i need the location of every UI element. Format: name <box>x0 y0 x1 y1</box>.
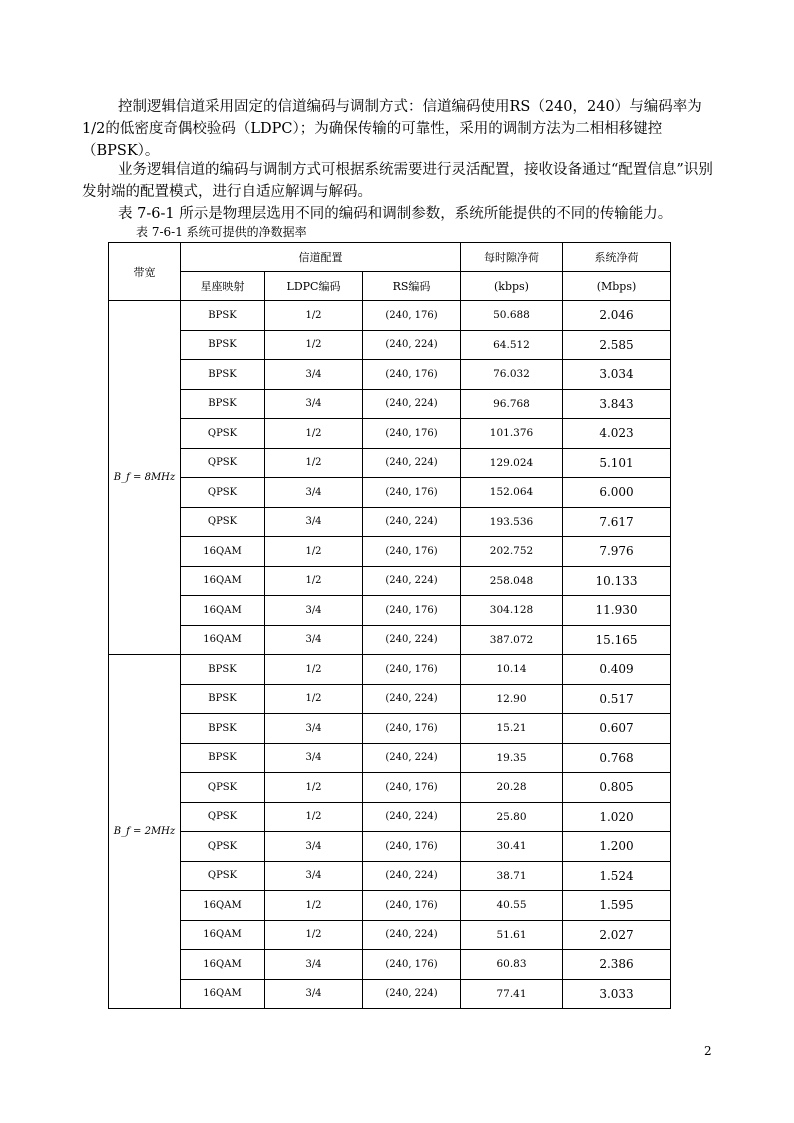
constellation-cell: 16QAM <box>181 891 265 921</box>
payload-cell: 60.83 <box>461 950 563 980</box>
payload-cell: 304.128 <box>461 596 563 626</box>
net-payload-cell: 2.046 <box>563 301 671 331</box>
ldpc-cell: 3/4 <box>265 507 363 537</box>
header-net-payload-unit: (Mbps) <box>563 272 671 301</box>
ldpc-cell: 3/4 <box>265 743 363 773</box>
net-payload-cell: 10.133 <box>563 566 671 596</box>
ldpc-cell: 1/2 <box>265 655 363 685</box>
header-payload-unit: (kbps) <box>461 272 563 301</box>
table-row <box>109 537 671 567</box>
constellation-cell: 16QAM <box>181 625 265 655</box>
rs-cell: (240, 176) <box>363 832 461 862</box>
table-row <box>109 389 671 419</box>
constellation-cell: QPSK <box>181 419 265 449</box>
header-rs: RS编码 <box>363 272 461 301</box>
payload-cell: 19.35 <box>461 743 563 773</box>
payload-cell: 38.71 <box>461 861 563 891</box>
rs-cell: (240, 176) <box>363 891 461 921</box>
payload-cell: 77.41 <box>461 979 563 1009</box>
payload-cell: 10.14 <box>461 655 563 685</box>
header-constellation: 星座映射 <box>181 272 265 301</box>
constellation-cell: BPSK <box>181 655 265 685</box>
table-row <box>109 920 671 950</box>
rs-cell: (240, 176) <box>363 714 461 744</box>
paragraph-table-intro <box>82 203 722 225</box>
page-number: 2 <box>704 1044 712 1058</box>
constellation-cell: 16QAM <box>181 979 265 1009</box>
ldpc-cell: 3/4 <box>265 389 363 419</box>
rs-cell: (240, 176) <box>363 360 461 390</box>
net-payload-cell: 3.843 <box>563 389 671 419</box>
constellation-cell: 16QAM <box>181 537 265 567</box>
net-payload-cell: 1.524 <box>563 861 671 891</box>
ldpc-cell: 1/2 <box>265 448 363 478</box>
rs-cell: (240, 224) <box>363 566 461 596</box>
table-caption: 表 7-6-1 系统可提供的净数据率 <box>136 225 307 239</box>
ldpc-cell: 3/4 <box>265 861 363 891</box>
payload-cell: 76.032 <box>461 360 563 390</box>
net-payload-cell: 3.033 <box>563 979 671 1009</box>
payload-cell: 193.536 <box>461 507 563 537</box>
net-payload-cell: 11.930 <box>563 596 671 626</box>
constellation-cell: QPSK <box>181 448 265 478</box>
constellation-cell: BPSK <box>181 330 265 360</box>
net-payload-cell: 2.027 <box>563 920 671 950</box>
net-payload-cell: 4.023 <box>563 419 671 449</box>
net-payload-cell: 0.768 <box>563 743 671 773</box>
rs-cell: (240, 176) <box>363 655 461 685</box>
rs-cell: (240, 176) <box>363 537 461 567</box>
net-payload-cell: 1.020 <box>563 802 671 832</box>
net-payload-cell: 0.517 <box>563 684 671 714</box>
rs-cell: (240, 176) <box>363 596 461 626</box>
paragraph-text: 控制逻辑信道采用固定的信道编码与调制方式：信道编码使用RS（240，240）与编码率为1/2的低密度奇偶校验码（LDPC）；为确保传输的可靠性，采用的调制方法为二相相移键控（BPSK）。 <box>82 99 702 159</box>
constellation-cell: QPSK <box>181 832 265 862</box>
payload-cell: 20.28 <box>461 773 563 803</box>
table-row <box>109 330 671 360</box>
table-row <box>109 802 671 832</box>
constellation-cell: BPSK <box>181 301 265 331</box>
constellation-cell: BPSK <box>181 684 265 714</box>
table-row <box>109 625 671 655</box>
net-payload-cell: 7.617 <box>563 507 671 537</box>
net-payload-cell: 15.165 <box>563 625 671 655</box>
table-row <box>109 419 671 449</box>
constellation-cell: 16QAM <box>181 596 265 626</box>
rs-cell: (240, 176) <box>363 950 461 980</box>
payload-cell: 387.072 <box>461 625 563 655</box>
ldpc-cell: 3/4 <box>265 360 363 390</box>
paragraph-text: 表 7-6-1 所示是物理层选用不同的编码和调制参数，系统所能提供的不同的传输能力。 <box>118 206 673 222</box>
ldpc-cell: 1/2 <box>265 773 363 803</box>
payload-cell: 129.024 <box>461 448 563 478</box>
rs-cell: (240, 176) <box>363 301 461 331</box>
net-payload-cell: 1.200 <box>563 832 671 862</box>
table-row <box>109 301 671 331</box>
paragraph-text: 业务逻辑信道的编码与调制方式可根据系统需要进行灵活配置，接收设备通过“配置信息”识别发射端的配置模式，进行自适应解调与解码。 <box>82 162 713 200</box>
ldpc-cell: 1/2 <box>265 537 363 567</box>
payload-cell: 50.688 <box>461 301 563 331</box>
ldpc-cell: 3/4 <box>265 950 363 980</box>
ldpc-cell: 3/4 <box>265 714 363 744</box>
table-row <box>109 684 671 714</box>
constellation-cell: QPSK <box>181 478 265 508</box>
ldpc-cell: 3/4 <box>265 979 363 1009</box>
net-payload-cell: 7.976 <box>563 537 671 567</box>
constellation-cell: BPSK <box>181 714 265 744</box>
rs-cell: (240, 224) <box>363 802 461 832</box>
ldpc-cell: 1/2 <box>265 330 363 360</box>
rs-cell: (240, 224) <box>363 920 461 950</box>
table-row <box>109 360 671 390</box>
ldpc-cell: 1/2 <box>265 566 363 596</box>
payload-cell: 12.90 <box>461 684 563 714</box>
table-row <box>109 861 671 891</box>
header-channel-config: 信道配置 <box>181 243 461 272</box>
header-net-payload: 系统净荷 <box>563 243 671 272</box>
constellation-cell: 16QAM <box>181 950 265 980</box>
payload-cell: 15.21 <box>461 714 563 744</box>
net-payload-cell: 2.386 <box>563 950 671 980</box>
net-payload-cell: 5.101 <box>563 448 671 478</box>
payload-cell: 258.048 <box>461 566 563 596</box>
net-payload-cell: 0.607 <box>563 714 671 744</box>
net-payload-cell: 0.805 <box>563 773 671 803</box>
table-row <box>109 596 671 626</box>
bandwidth-cell: B_f = 2MHz <box>109 655 181 1009</box>
net-payload-cell: 6.000 <box>563 478 671 508</box>
ldpc-cell: 3/4 <box>265 832 363 862</box>
constellation-cell: QPSK <box>181 802 265 832</box>
ldpc-cell: 1/2 <box>265 920 363 950</box>
constellation-cell: QPSK <box>181 507 265 537</box>
rs-cell: (240, 224) <box>363 743 461 773</box>
ldpc-cell: 1/2 <box>265 419 363 449</box>
table-row <box>109 714 671 744</box>
table-row <box>109 478 671 508</box>
net-data-rate-table <box>108 242 671 1009</box>
rs-cell: (240, 224) <box>363 625 461 655</box>
table-row <box>109 566 671 596</box>
constellation-cell: BPSK <box>181 743 265 773</box>
paragraph-traffic-channel <box>82 159 722 203</box>
header-ldpc: LDPC编码 <box>265 272 363 301</box>
payload-cell: 101.376 <box>461 419 563 449</box>
net-payload-cell: 0.409 <box>563 655 671 685</box>
ldpc-cell: 3/4 <box>265 478 363 508</box>
net-payload-cell: 2.585 <box>563 330 671 360</box>
table-row <box>109 507 671 537</box>
header-payload: 每时隙净荷 <box>461 243 563 272</box>
rs-cell: (240, 224) <box>363 330 461 360</box>
table-row <box>109 655 671 685</box>
ldpc-cell: 1/2 <box>265 802 363 832</box>
net-payload-cell: 3.034 <box>563 360 671 390</box>
header-bandwidth: 带宽 <box>109 243 181 301</box>
constellation-cell: QPSK <box>181 861 265 891</box>
payload-cell: 96.768 <box>461 389 563 419</box>
payload-cell: 202.752 <box>461 537 563 567</box>
rs-cell: (240, 176) <box>363 419 461 449</box>
rs-cell: (240, 224) <box>363 684 461 714</box>
ldpc-cell: 3/4 <box>265 596 363 626</box>
ldpc-cell: 1/2 <box>265 891 363 921</box>
rs-cell: (240, 176) <box>363 773 461 803</box>
table-row <box>109 891 671 921</box>
constellation-cell: 16QAM <box>181 920 265 950</box>
rs-cell: (240, 224) <box>363 861 461 891</box>
ldpc-cell: 1/2 <box>265 301 363 331</box>
payload-cell: 30.41 <box>461 832 563 862</box>
constellation-cell: QPSK <box>181 773 265 803</box>
table-row <box>109 950 671 980</box>
rs-cell: (240, 176) <box>363 478 461 508</box>
payload-cell: 40.55 <box>461 891 563 921</box>
payload-cell: 25.80 <box>461 802 563 832</box>
table-row <box>109 743 671 773</box>
rs-cell: (240, 224) <box>363 507 461 537</box>
ldpc-cell: 3/4 <box>265 625 363 655</box>
constellation-cell: BPSK <box>181 389 265 419</box>
ldpc-cell: 1/2 <box>265 684 363 714</box>
payload-cell: 51.61 <box>461 920 563 950</box>
paragraph-control-channel <box>82 96 722 162</box>
rs-cell: (240, 224) <box>363 389 461 419</box>
table-row <box>109 979 671 1009</box>
table-row <box>109 773 671 803</box>
constellation-cell: 16QAM <box>181 566 265 596</box>
table-row <box>109 448 671 478</box>
payload-cell: 64.512 <box>461 330 563 360</box>
net-payload-cell: 1.595 <box>563 891 671 921</box>
rs-cell: (240, 224) <box>363 448 461 478</box>
rs-cell: (240, 224) <box>363 979 461 1009</box>
table-row <box>109 832 671 862</box>
constellation-cell: BPSK <box>181 360 265 390</box>
bandwidth-cell: B_f = 8MHz <box>109 301 181 655</box>
payload-cell: 152.064 <box>461 478 563 508</box>
